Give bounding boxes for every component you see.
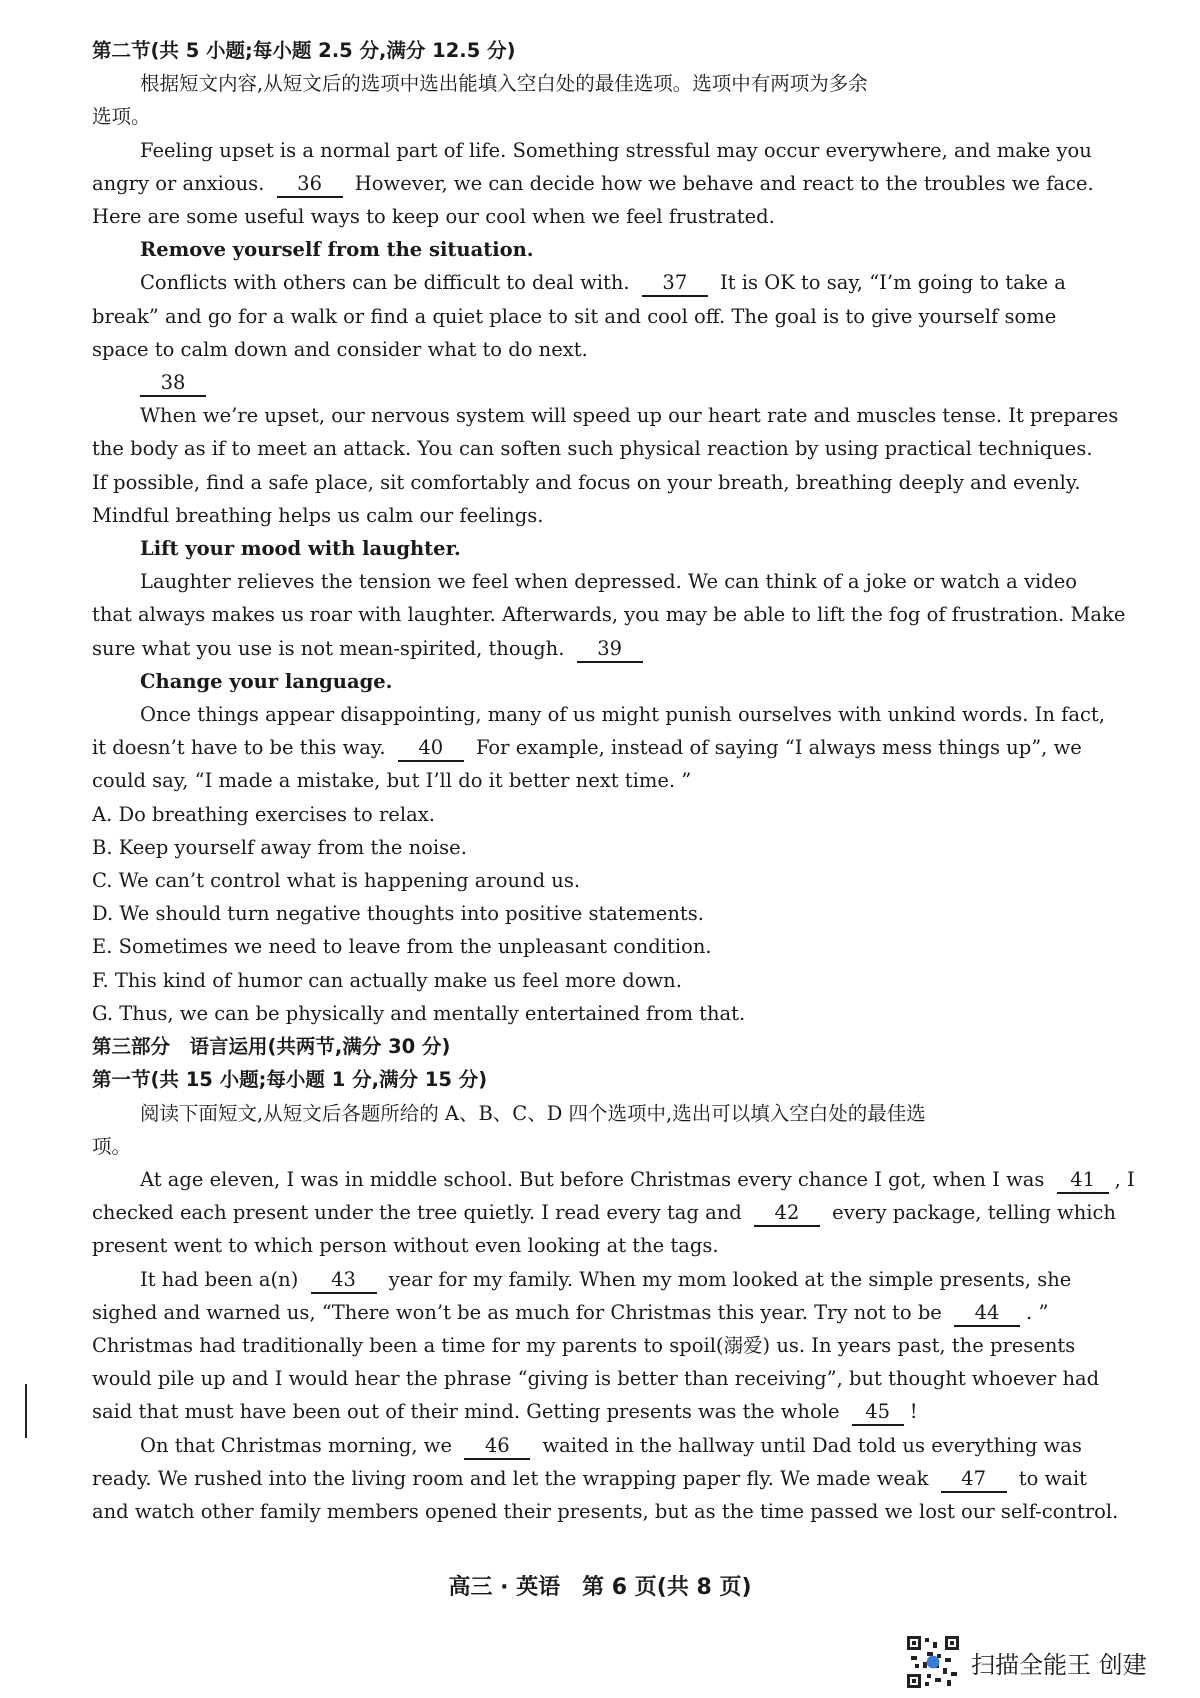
passage-line: Christmas had traditionally been a time for my parents to spoil(溺爱) us. In years past, the presents: [92, 1333, 1076, 1357]
option-d: D. We should turn negative thoughts into positive statements.: [92, 902, 704, 926]
passage-line: Once things appear disappointing, many of us might punish ourselves with unkind words. In fact,: [140, 703, 1105, 727]
passage-line: ready. We rushed into the living room and let the wrapping paper fly. We made weak 47 to wait: [92, 1462, 1102, 1495]
passage-line: said that must have been out of their mind. Getting presents was the whole 45 !: [92, 1395, 1102, 1428]
subheading-laughter: Lift your mood with laughter.: [140, 537, 461, 561]
option-g: G. Thus, we can be physically and mentally entertained from that.: [92, 1001, 746, 1025]
part3-section1-heading: 第一节(共 15 小题;每小题 1 分,满分 15 分): [92, 1068, 488, 1092]
passage-line: When we’re upset, our nervous system will speed up our heart rate and muscles tense. It prepares: [140, 404, 1119, 428]
page-footer: 高三 · 英语 第 6 页(共 8 页): [448, 1575, 752, 1600]
blank-40[interactable]: 40: [398, 736, 464, 762]
passage-line: would pile up and I would hear the phrase “giving is better than receiving”, but thought whoever had: [92, 1367, 1100, 1391]
passage-line: it doesn’t have to be this way. 40 For example, instead of saying “I always mess things up”, we: [92, 731, 1102, 764]
passage-line: At age eleven, I was in middle school. But before Christmas every chance I got, when I was 41 , I: [92, 1163, 1102, 1196]
section2-instruction: 根据短文内容,从短文后的选项中选出能填入空白处的最佳选项。选项中有两项为多余: [140, 72, 868, 96]
part3-instruction: 阅读下面短文,从短文后各题所给的 A、B、C、D 四个选项中,选出可以填入空白处的最佳选: [140, 1101, 926, 1125]
blank-45[interactable]: 45: [852, 1400, 904, 1426]
option-e: E. Sometimes we need to leave from the unpleasant condition.: [92, 935, 712, 959]
scanner-label: 扫描全能王 创建: [971, 1650, 1147, 1679]
passage-line: present went to which person without even looking at the tags.: [92, 1234, 719, 1258]
option-b: B. Keep yourself away from the noise.: [92, 835, 467, 859]
blank-38[interactable]: 38: [140, 371, 206, 397]
blank-39[interactable]: 39: [577, 637, 643, 663]
blank-43[interactable]: 43: [311, 1268, 377, 1294]
blank-37[interactable]: 37: [642, 271, 708, 297]
passage-line: could say, “I made a mistake, but I’ll do it better next time. ”: [92, 769, 692, 793]
passage-line: sure what you use is not mean-spirited, though. 39: [92, 632, 1102, 665]
blank-46[interactable]: 46: [464, 1434, 530, 1460]
blank-47[interactable]: 47: [941, 1467, 1007, 1493]
option-a: A. Do breathing exercises to relax.: [92, 802, 435, 826]
blank-36[interactable]: 36: [277, 172, 343, 198]
passage-line: the body as if to meet an attack. You can soften such physical reaction by using practical techniques.: [92, 437, 1093, 461]
subheading-remove: Remove yourself from the situation.: [140, 238, 534, 262]
passage-line: space to calm down and consider what to do next.: [92, 337, 588, 361]
scanner-watermark: [905, 1632, 1147, 1692]
part3-instruction-cont: 项。: [92, 1134, 132, 1158]
passage-line: On that Christmas morning, we 46 waited in the hallway until Dad told us everything was: [92, 1429, 1102, 1462]
passage-line: If possible, find a safe place, sit comfortably and focus on your breath, breathing deeply and evenly.: [92, 470, 1081, 494]
passage-line: sighed and warned us, “There won’t be as much for Christmas this year. Try not to be 44 . ”: [92, 1296, 1102, 1329]
passage-line: It had been a(n) 43 year for my family. When my mom looked at the simple presents, she: [92, 1263, 1102, 1296]
option-f: F. This kind of humor can actually make us feel more down.: [92, 968, 682, 992]
passage-line: Mindful breathing helps us calm our feelings.: [92, 503, 544, 527]
subheading-38-line: [92, 366, 1102, 399]
blank-41[interactable]: 41: [1057, 1168, 1109, 1194]
passage-line: Feeling upset is a normal part of life. Something stressful may occur everywhere, and make you: [140, 138, 1092, 162]
passage-line: Laughter relieves the tension we feel when depressed. We can think of a joke or watch a video: [140, 570, 1077, 594]
passage-line: Here are some useful ways to keep our cool when we feel frustrated.: [92, 205, 775, 229]
part3-heading: 第三部分 语言运用(共两节,满分 30 分): [92, 1035, 451, 1059]
passage-line: checked each present under the tree quietly. I read every tag and 42 every package, telling which: [92, 1196, 1102, 1229]
passage-line: angry or anxious. 36 However, we can decide how we behave and react to the troubles we face.: [92, 167, 1102, 200]
passage-line: that always makes us roar with laughter. Afterwards, you may be able to lift the fog of frustration. Make: [92, 603, 1126, 627]
section2-heading: 第二节(共 5 小题;每小题 2.5 分,满分 12.5 分): [92, 39, 516, 62]
blank-42[interactable]: 42: [754, 1201, 820, 1227]
passage-line: Conflicts with others can be difficult to deal with. 37 It is OK to say, “I’m going to take a: [92, 266, 1102, 299]
passage-line: and watch other family members opened their presents, but as the time passed we lost our self-control.: [92, 1499, 1119, 1523]
subheading-language: Change your language.: [140, 669, 393, 693]
qr-code-icon: [905, 1634, 961, 1690]
option-c: C. We can’t control what is happening around us.: [92, 869, 581, 893]
exam-page: [92, 34, 1135, 1528]
passage-line: break” and go for a walk or find a quiet place to sit and cool off. The goal is to give yourself some: [92, 304, 1057, 328]
section2-instruction-cont: 选项。: [92, 105, 151, 129]
blank-44[interactable]: 44: [954, 1301, 1020, 1327]
margin-mark: [25, 1384, 27, 1438]
